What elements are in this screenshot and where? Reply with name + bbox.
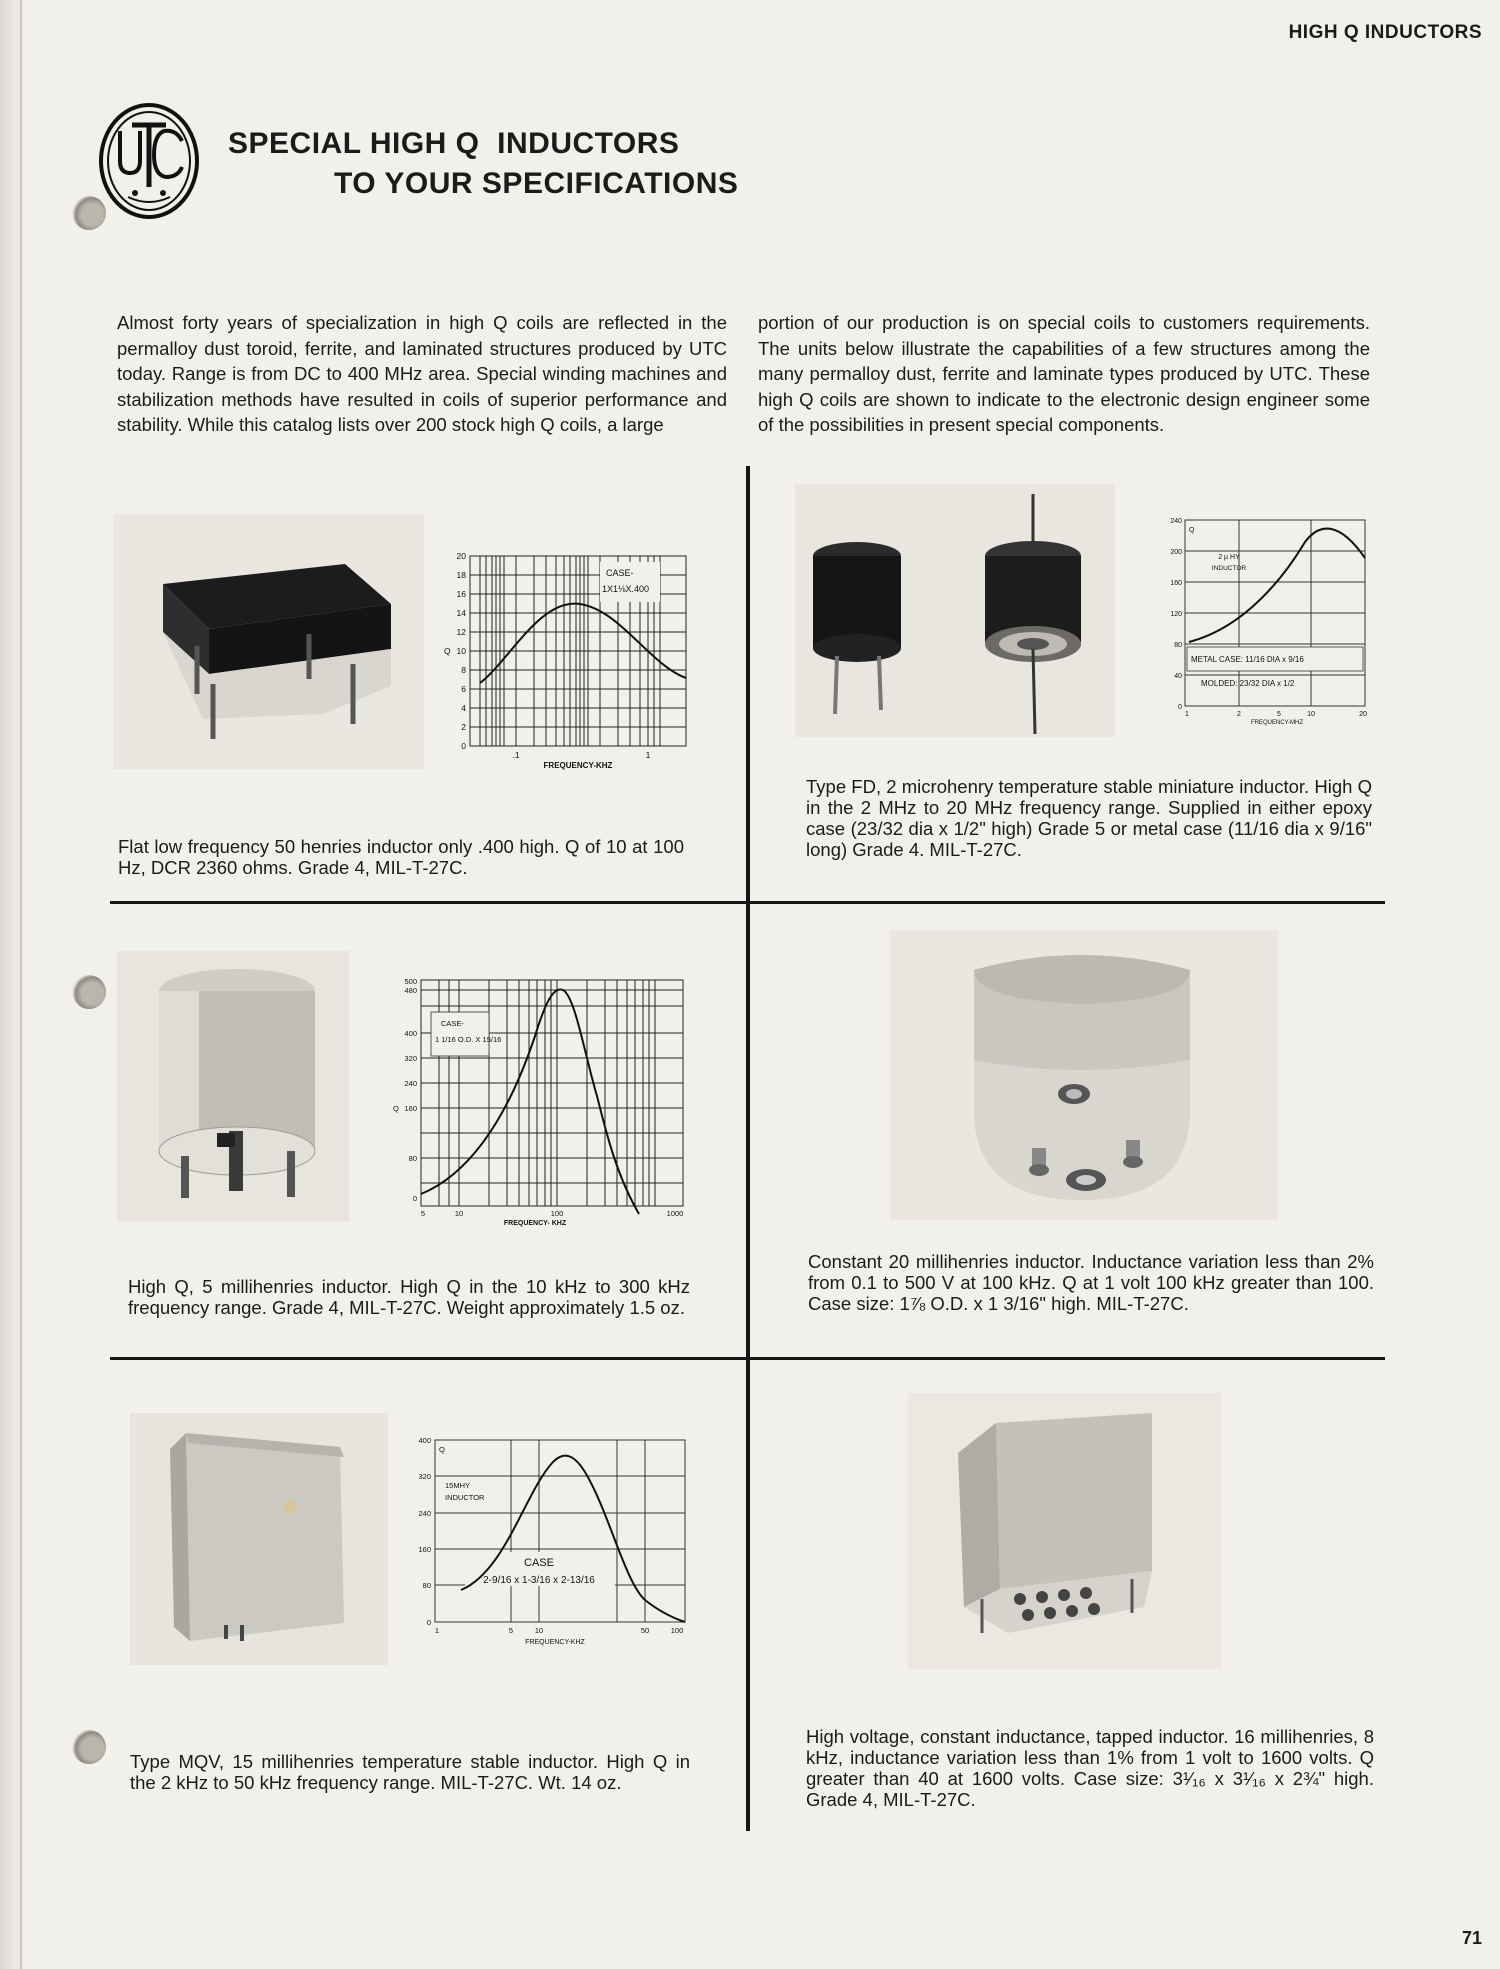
svg-text:16: 16 xyxy=(456,589,466,599)
20mh-inductor-photo xyxy=(890,930,1278,1220)
svg-text:500: 500 xyxy=(404,977,417,986)
svg-text:120: 120 xyxy=(1170,611,1182,618)
svg-text:2: 2 xyxy=(461,722,466,732)
svg-text:320: 320 xyxy=(418,1472,431,1481)
svg-text:160: 160 xyxy=(404,1104,417,1113)
caption-tapped-inductor: High voltage, constant inductance, tapped inductor. 16 millihenries, 8 kHz, inductance variation less than 1% from 1 volt to 1600 volts. Q greater than 40 at 1600 volts. Case size: 3¹⁄₁₆ x 3¹⁄₁₆ x 2¾" high. Grade 4, MIL-T-27C. xyxy=(806,1726,1374,1810)
q-frequency-graph-1 xyxy=(430,550,700,780)
svg-text:240: 240 xyxy=(1170,518,1182,525)
svg-text:240: 240 xyxy=(404,1079,417,1088)
intro-paragraph-left: Almost forty years of specialization in high Q coils are reflected in the permalloy dust toroid, ferrite, and laminated structures produced by UTC today. Range is from DC to 400 MHz area. Special winding machines and stabilization methods have resulted in coils of superior performance and stability. While this catalog lists over 200 stock high Q coils, a large xyxy=(117,312,727,435)
row-divider xyxy=(110,901,1385,904)
svg-text:160: 160 xyxy=(1170,580,1182,587)
section-label: HIGH Q INDUCTORS xyxy=(1288,22,1482,43)
svg-text:5: 5 xyxy=(1277,711,1281,718)
svg-text:1 1/16 O.D. X 15/16: 1 1/16 O.D. X 15/16 xyxy=(435,1035,502,1044)
binding-crease xyxy=(20,0,22,1969)
svg-text:0: 0 xyxy=(412,1194,417,1203)
svg-text:FREQUENCY-MHZ: FREQUENCY-MHZ xyxy=(1250,720,1304,726)
page-binding-edge xyxy=(0,0,26,1969)
intro-paragraph-right: portion of our production is on special coils to customers requirements. The units below illustrate the capabilities of a few structures among the many permalloy dust, ferrite and laminate types produced by UTC. These high Q coils are shown to indicate to the electronic design engineer some of the possibilities in present special components. xyxy=(758,312,1370,435)
svg-text:5: 5 xyxy=(420,1209,426,1218)
svg-text:12: 12 xyxy=(456,627,466,637)
svg-text:100: 100 xyxy=(550,1209,564,1218)
graph4-case-size: 2-9/16 x 1-3/16 x 2-13/16 xyxy=(483,1575,595,1586)
svg-text:80: 80 xyxy=(422,1581,431,1590)
graph1-ylabel: Q xyxy=(444,646,451,656)
flat-inductor-photo xyxy=(113,514,424,769)
title-line-1: SPECIAL HIGH Q INDUCTORS xyxy=(228,127,680,160)
svg-text:FREQUENCY-KHZ: FREQUENCY-KHZ xyxy=(525,1639,585,1646)
svg-text:0: 0 xyxy=(1178,704,1182,711)
mqv-inductor-photo xyxy=(130,1413,388,1665)
page-title xyxy=(228,124,738,204)
svg-text:80: 80 xyxy=(408,1154,417,1163)
svg-text:15MHY: 15MHY xyxy=(445,1481,471,1490)
graph2-case-molded: MOLDED: 23/32 DIA x 1/2 xyxy=(1201,679,1295,688)
svg-text:14: 14 xyxy=(456,608,466,618)
svg-text:6: 6 xyxy=(461,684,466,694)
svg-text:1: 1 xyxy=(1185,711,1189,718)
svg-text:5: 5 xyxy=(508,1626,514,1635)
svg-text:1: 1 xyxy=(645,750,651,760)
svg-text:INDUCTOR: INDUCTOR xyxy=(1211,565,1247,572)
svg-text:1000: 1000 xyxy=(666,1209,684,1218)
svg-text:10: 10 xyxy=(1307,711,1315,718)
svg-text:Q: Q xyxy=(1189,527,1195,534)
svg-text:50: 50 xyxy=(640,1626,650,1635)
svg-text:20: 20 xyxy=(456,551,466,561)
fd-inductor-photo xyxy=(795,484,1115,737)
svg-text:FREQUENCY- KHZ: FREQUENCY- KHZ xyxy=(503,1220,567,1227)
graph1-annotation-l2: 1X1⅛X.400 xyxy=(602,584,650,594)
svg-text:2 µ HY: 2 µ HY xyxy=(1218,554,1240,561)
svg-text:1: 1 xyxy=(434,1626,440,1635)
graph1-annotation-l1: CASE- xyxy=(606,568,634,578)
svg-text:10: 10 xyxy=(456,646,466,656)
svg-text:20: 20 xyxy=(1359,711,1367,718)
page-number: 71 xyxy=(1461,1928,1482,1948)
svg-text:2: 2 xyxy=(1237,711,1241,718)
caption-20mh-inductor: Constant 20 millihenries inductor. Inductance variation less than 2% from 0.1 to 500 V at 100 kHz. Q at 1 volt 100 kHz greater than 100. Case size: 1⅞ O.D. x 1 3/16" high. MIL-T-27C. xyxy=(808,1251,1374,1314)
graph4-case-label: CASE xyxy=(524,1557,554,1569)
svg-text:Q: Q xyxy=(393,1104,399,1113)
column-divider xyxy=(746,466,750,1831)
svg-text:40: 40 xyxy=(1174,673,1182,680)
5mh-inductor-photo xyxy=(117,951,349,1221)
svg-text:Q: Q xyxy=(439,1445,445,1454)
caption-flat-inductor: Flat low frequency 50 henries inductor only .400 high. Q of 10 at 100 Hz, DCR 2360 ohms. Grade 4, MIL-T-27C. xyxy=(118,836,684,878)
svg-text:18: 18 xyxy=(456,570,466,580)
svg-text:8: 8 xyxy=(461,665,466,675)
caption-mqv-inductor: Type MQV, 15 millihenries temperature stable inductor. High Q in the 2 kHz to 50 kHz frequency range. MIL-T-27C. Wt. 14 oz. xyxy=(130,1751,690,1793)
row-divider xyxy=(110,1357,1385,1360)
svg-text:400: 400 xyxy=(418,1436,431,1445)
q-frequency-graph-2 xyxy=(1155,512,1375,727)
caption-fd-inductor: Type FD, 2 microhenry temperature stable miniature inductor. High Q in the 2 MHz to 20 MHz frequency range. Supplied in either epoxy case (23/32 dia x 1/2" high) Grade 5 or metal case (11/16 dia x 9/16" long) Grade 4. MIL-T-27C. xyxy=(806,776,1372,860)
svg-text:480: 480 xyxy=(404,986,417,995)
svg-text:10: 10 xyxy=(454,1209,464,1218)
svg-text:10: 10 xyxy=(534,1626,544,1635)
tapped-inductor-photo xyxy=(908,1393,1221,1669)
svg-text:CASE-: CASE- xyxy=(441,1019,464,1028)
svg-text:0: 0 xyxy=(461,741,466,751)
q-frequency-graph-4 xyxy=(405,1432,695,1657)
svg-text:INDUCTOR: INDUCTOR xyxy=(445,1493,485,1502)
svg-text:.1: .1 xyxy=(512,750,520,760)
caption-5mh-inductor: High Q, 5 millihenries inductor. High Q in the 10 kHz to 300 kHz frequency range. Grade 4, MIL-T-27C. Weight approximately 1.5 oz. xyxy=(128,1276,690,1318)
title-line-2: TO YOUR SPECIFICATIONS xyxy=(334,167,739,200)
utc-logo xyxy=(98,101,200,221)
punch-hole-icon xyxy=(72,975,106,1009)
svg-text:320: 320 xyxy=(404,1054,417,1063)
svg-text:160: 160 xyxy=(418,1545,431,1554)
graph1-xlabel: FREQUENCY-KHZ xyxy=(543,761,613,770)
graph2-case-metal: METAL CASE: 11/16 DIA x 9/16 xyxy=(1191,655,1304,664)
svg-text:100: 100 xyxy=(670,1626,684,1635)
svg-text:400: 400 xyxy=(404,1029,417,1038)
svg-text:0: 0 xyxy=(426,1618,431,1627)
svg-text:80: 80 xyxy=(1174,642,1182,649)
svg-text:200: 200 xyxy=(1170,549,1182,556)
q-frequency-graph-3 xyxy=(385,976,695,1231)
svg-text:4: 4 xyxy=(461,703,466,713)
punch-hole-icon xyxy=(72,1730,106,1764)
svg-text:240: 240 xyxy=(418,1509,431,1518)
